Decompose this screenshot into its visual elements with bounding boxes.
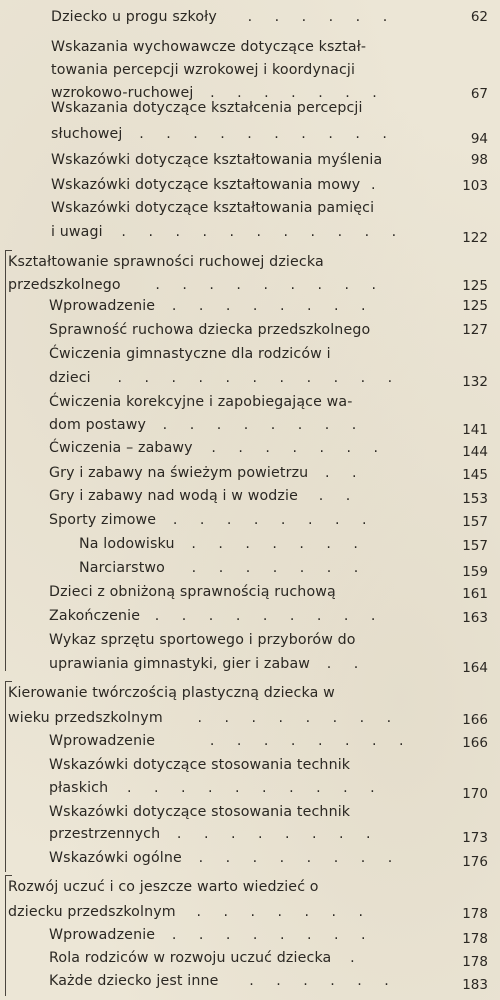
toc-leader-dots: . . . . . . . . . . (126, 780, 384, 796)
toc-entry (49, 484, 359, 508)
toc-page-number: 166 (462, 712, 488, 728)
toc-leader-dots: . . (325, 465, 366, 481)
toc-leader-dots: . . . . . . . (191, 536, 367, 552)
toc-leader-dots: . . . . . . . (211, 440, 388, 456)
toc-entry-title: Na lodowisku (79, 536, 175, 552)
toc-page-number: 125 (462, 298, 488, 314)
toc-page-number: 183 (462, 977, 488, 993)
toc-page-number: 132 (462, 374, 488, 390)
toc-entry (49, 580, 336, 604)
toc-page-number: 141 (462, 422, 488, 438)
toc-entry-title: Rola rodziców w rozwoju uczuć dziecka (49, 950, 332, 966)
toc-entry (51, 5, 396, 29)
toc-entry (49, 969, 398, 993)
toc-leader-dots: . . . . . . . . (209, 733, 413, 749)
toc-entry (51, 96, 363, 120)
toc-page-number: 164 (462, 660, 488, 676)
toc-entry-continuation (49, 652, 367, 676)
toc-page-number: 170 (462, 786, 488, 802)
toc-entry-continuation (8, 900, 372, 924)
toc-page-number: 176 (462, 854, 488, 870)
toc-entry-title: Narciarstwo (79, 560, 165, 576)
toc-page-number: 67 (470, 86, 488, 102)
toc-leader-dots: . . . . . . . . . . . (117, 370, 402, 386)
toc-leader-dots: . . (326, 656, 368, 672)
toc-leader-dots: . . . . . . . . . (154, 608, 385, 624)
toc-entry (49, 846, 401, 870)
toc-leader-dots: . . . . . . (249, 973, 398, 989)
toc-leader-dots: . . . . . . (247, 9, 397, 25)
toc-entry (79, 532, 367, 556)
toc-entry (49, 294, 375, 318)
toc-entry-title: dziecku przedszkolnym (8, 904, 176, 920)
toc-entry (49, 729, 413, 753)
toc-entry-continuation (49, 366, 401, 390)
toc-leader-dots: . . . . . . . . . . . (121, 224, 406, 240)
toc-leader-dots: . . . . . . . (191, 560, 368, 576)
toc-page-number: 163 (462, 610, 488, 626)
toc-entry-title: Gry i zabawy nad wodą i w wodzie (49, 488, 299, 504)
toc-entry-title: Dziecko u progu szkoły (51, 9, 217, 25)
toc-leader-dots: . . . . . . . . (172, 512, 376, 528)
toc-entry-title: Dzieci z obniżoną sprawnością ruchową (49, 584, 336, 600)
toc-entry (51, 173, 385, 197)
toc-entry (49, 753, 350, 777)
toc-entry-title: przedszkolnego (8, 277, 121, 293)
toc-page-number: 125 (462, 278, 488, 294)
toc-entry-title: Kierowanie twórczością plastyczną dziecka w (8, 685, 335, 701)
toc-leader-dots: . . . . . . . . (162, 417, 366, 433)
toc-entry-title: dzieci (49, 370, 91, 386)
toc-entry-title: uprawiania gimnastyki, gier i zabaw (49, 656, 311, 672)
toc-entry-title: Wprowadzenie (49, 733, 156, 749)
toc-entry (49, 604, 384, 628)
toc-page-number: 103 (462, 178, 488, 194)
toc-entry-title: wieku przedszkolnym (8, 710, 163, 726)
toc-page-number: 94 (470, 131, 488, 147)
toc-entry (49, 800, 350, 824)
toc-entry-title: Zakończenie (49, 608, 141, 624)
toc-entry (49, 318, 370, 342)
toc-page-number: 159 (462, 564, 488, 580)
toc-page-number: 173 (462, 830, 488, 846)
toc-entry-title: dom postawy (49, 417, 146, 433)
toc-entry-title: i uwagi (51, 224, 103, 240)
toc-entry (49, 436, 387, 460)
toc-entry (49, 923, 375, 947)
toc-entry (79, 556, 367, 580)
toc-entry-title: Każde dziecko jest inne (49, 973, 219, 989)
toc-entry-title: Gry i zabawy na świeżym powietrzu (49, 465, 309, 481)
toc-entry-title: Sprawność ruchowa dziecka przedszkolnego (49, 322, 371, 338)
toc-entry-title: Kształtowanie sprawności ruchowej dziecka (8, 254, 324, 270)
toc-page-number: 157 (462, 514, 488, 530)
toc-page-number: 178 (462, 954, 488, 970)
toc-entry-title: Wskazania dotyczące kształcenia percepcji (51, 100, 363, 116)
toc-entry (51, 196, 374, 220)
toc-entry (49, 461, 366, 485)
toc-entry-title: słuchowej (51, 126, 123, 142)
toc-leader-dots: . . . . . . . . (171, 927, 375, 943)
toc-entry (49, 342, 331, 366)
toc-page-number: 178 (462, 906, 488, 922)
toc-leader-dots: . . . . . . . (196, 904, 373, 920)
toc-entry-continuation (51, 58, 355, 82)
toc-entry-continuation (51, 220, 405, 244)
toc-leader-dots: . (350, 950, 364, 966)
toc-section-title (8, 875, 319, 899)
toc-section-title (8, 681, 335, 705)
toc-page-number: 98 (470, 152, 488, 168)
toc-leader-dots: . . . . . . . (210, 85, 386, 101)
toc-entry-title: Ćwiczenia gimnastyczne dla rodziców i (49, 346, 331, 362)
toc-page-number: 178 (462, 931, 488, 947)
toc-page-number: 127 (462, 322, 488, 338)
toc-entry (51, 35, 366, 59)
toc-entry-title: Wskazówki dotyczące kształtowania myślenia (51, 152, 383, 168)
toc-leader-dots: . . . . . . . . (197, 710, 401, 726)
toc-leader-dots: . . . . . . . . . . (139, 126, 396, 142)
toc-entry-title: towania percepcji wzrokowej i koordynacji (51, 62, 356, 78)
toc-entry-title: Wykaz sprzętu sportowego i przyborów do (49, 632, 356, 648)
toc-leader-dots: . . (318, 488, 360, 504)
toc-page-number: 62 (470, 9, 488, 25)
toc-page-number: 145 (462, 467, 488, 483)
toc-leader-dots: . . . . . . . . (176, 826, 380, 842)
toc-entry-title: wzrokowo-ruchowej (51, 85, 194, 101)
toc-page-number: 161 (462, 586, 488, 602)
toc-leader-dots: . (371, 177, 385, 193)
toc-entry-title: Wskazówki dotyczące stosowania technik (49, 804, 351, 820)
toc-entry-continuation (51, 122, 396, 146)
toc-entry-title: Wprowadzenie (49, 298, 156, 314)
toc-entry-title: Wskazania wychowawcze dotyczące kształ- (51, 39, 367, 55)
toc-page-number: 153 (462, 491, 488, 507)
toc-entry-continuation (49, 413, 365, 437)
toc-entry (49, 390, 353, 414)
toc-section-title (8, 250, 324, 274)
toc-entry-title: przestrzennych (49, 826, 161, 842)
toc-entry-title: Wskazówki dotyczące kształtowania mowy (51, 177, 361, 193)
section-rule (5, 250, 12, 671)
toc-entry (49, 946, 364, 970)
toc-page-number: 166 (462, 735, 488, 751)
toc-entry-title: Ćwiczenia – zabawy (49, 440, 193, 456)
toc-entry (49, 508, 376, 532)
toc-entry-title: Wprowadzenie (49, 927, 156, 943)
toc-entry-title: Wskazówki dotyczące kształtowania pamięci (51, 200, 375, 216)
toc-entry-title: Ćwiczenia korekcyjne i zapobiegające wa- (49, 394, 353, 410)
toc-leader-dots: . . . . . . . . (171, 298, 375, 314)
toc-entry-title: Sporty zimowe (49, 512, 157, 528)
toc-entry-title: płaskich (49, 780, 109, 796)
toc-entry-title: Rozwój uczuć i co jeszcze warto wiedzieć o (8, 879, 319, 895)
toc-entry-title: Wskazówki dotyczące stosowania technik (49, 757, 351, 773)
toc-page-number: 157 (462, 538, 488, 554)
toc-entry (49, 628, 356, 652)
toc-leader-dots: . . . . . . . . . (155, 277, 386, 293)
toc-entry-continuation (49, 776, 384, 800)
toc-page-number: 144 (462, 444, 488, 460)
toc-entry-continuation (49, 822, 380, 846)
toc-entry-continuation (8, 706, 400, 730)
toc-page-number: 122 (462, 230, 488, 246)
toc-leader-dots: . . . . . . . . (198, 850, 402, 866)
toc-entry (51, 148, 382, 172)
toc-entry-title: Wskazówki ogólne (49, 850, 182, 866)
